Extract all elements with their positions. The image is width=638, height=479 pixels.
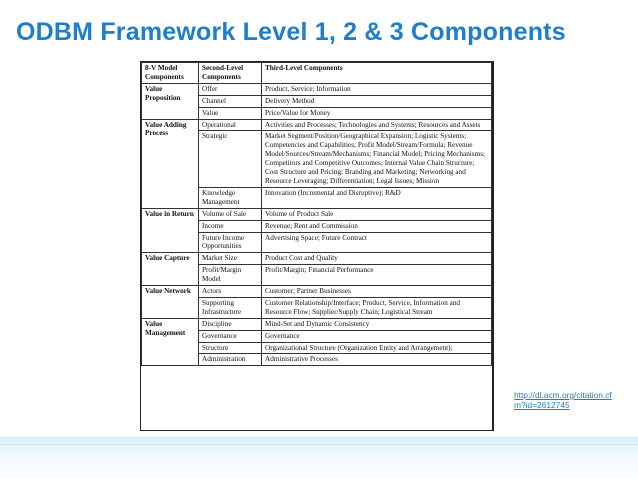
table-row [142,286,492,298]
third-level-cell: Customer Relationship/Interface; Product, Service, Information and Resource Flow; Supplier/Supply Chain; Logistical Stream [262,297,492,318]
third-level-cell: Volume of Product Sale [262,208,492,220]
third-level-cell: Product Cost and Quality [262,253,492,265]
second-level-cell: Governance [199,330,262,342]
header-cell: 8-V Model Components [142,63,199,84]
second-level-cell: Offer [199,83,262,95]
second-level-cell: Channel [199,95,262,107]
slide-title: ODBM Framework Level 1, 2 & 3 Components [16,18,566,46]
third-level-cell: Market Segment/Position/Geographical Expansion; Logistic Systems; Competencies and Capabilities; Profit Model/Stream/Formula; Revenue Model/Sources/Stream/Mechanisms; Financial Model; Pricing Mechanisms; Competitors and Competitive Outcomes; Internal Value Chain Structure; Cost Structure and Pricing; Branding and Marketing; Networking and Resource Leveraging; Differentiation; Legal Issues; Mission [262,131,492,187]
third-level-cell: Customer; Partner Businesses [262,286,492,298]
second-level-cell: Profit/Margin Model [199,265,262,286]
component-cell: Value in Return [142,208,199,253]
table-row [142,318,492,330]
second-level-cell: Supporting Infrastructure [199,297,262,318]
table-row [142,208,492,220]
second-level-cell: Administration [199,354,262,366]
second-level-cell: Operational [199,119,262,131]
third-level-cell: Product, Service; Information [262,83,492,95]
component-cell: Value Adding Process [142,119,199,208]
third-level-cell: Advertising Space; Future Contract [262,232,492,253]
third-level-cell: Revenue; Rent and Commission [262,220,492,232]
second-level-cell: Actors [199,286,262,298]
second-level-cell: Value [199,107,262,119]
component-cell: Value Management [142,318,199,366]
framework-table-image [140,61,494,431]
table-row [142,83,492,95]
third-level-cell: Administrative Processes [262,354,492,366]
framework-table [141,62,492,366]
citation-link[interactable]: http://dl.acm.org/citation.cfm?id=2612745 [514,390,612,410]
third-level-cell: Delivery Method [262,95,492,107]
second-level-cell: Discipline [199,318,262,330]
third-level-cell: Innovation (Incremental and Disruptive); R&D [262,187,492,208]
third-level-cell: Activities and Processes; Technologies and Systems; Resources and Assets [262,119,492,131]
second-level-cell: Market Size [199,253,262,265]
table-header-row [142,63,492,84]
third-level-cell: Organizational Structure (Organization Entity and Arrangement); [262,342,492,354]
second-level-cell: Knowledge Management [199,187,262,208]
third-level-cell: Governance [262,330,492,342]
footer-divider [0,444,638,445]
second-level-cell: Income [199,220,262,232]
second-level-cell: Structure [199,342,262,354]
third-level-cell: Mind-Set and Dynamic Consistency [262,318,492,330]
component-cell: Value Capture [142,253,199,286]
component-cell: Value Proposition [142,83,199,119]
header-cell: Third-Level Components [262,63,492,84]
table-row [142,253,492,265]
header-cell: Second-Level Components [199,63,262,84]
component-cell: Value Network [142,286,199,319]
second-level-cell: Future Income Opportunities [199,232,262,253]
second-level-cell: Volume of Sale [199,208,262,220]
table-row [142,119,492,131]
third-level-cell: Profit/Margin; Financial Performance [262,265,492,286]
second-level-cell: Strategic [199,131,262,187]
third-level-cell: Price/Value for Money [262,107,492,119]
